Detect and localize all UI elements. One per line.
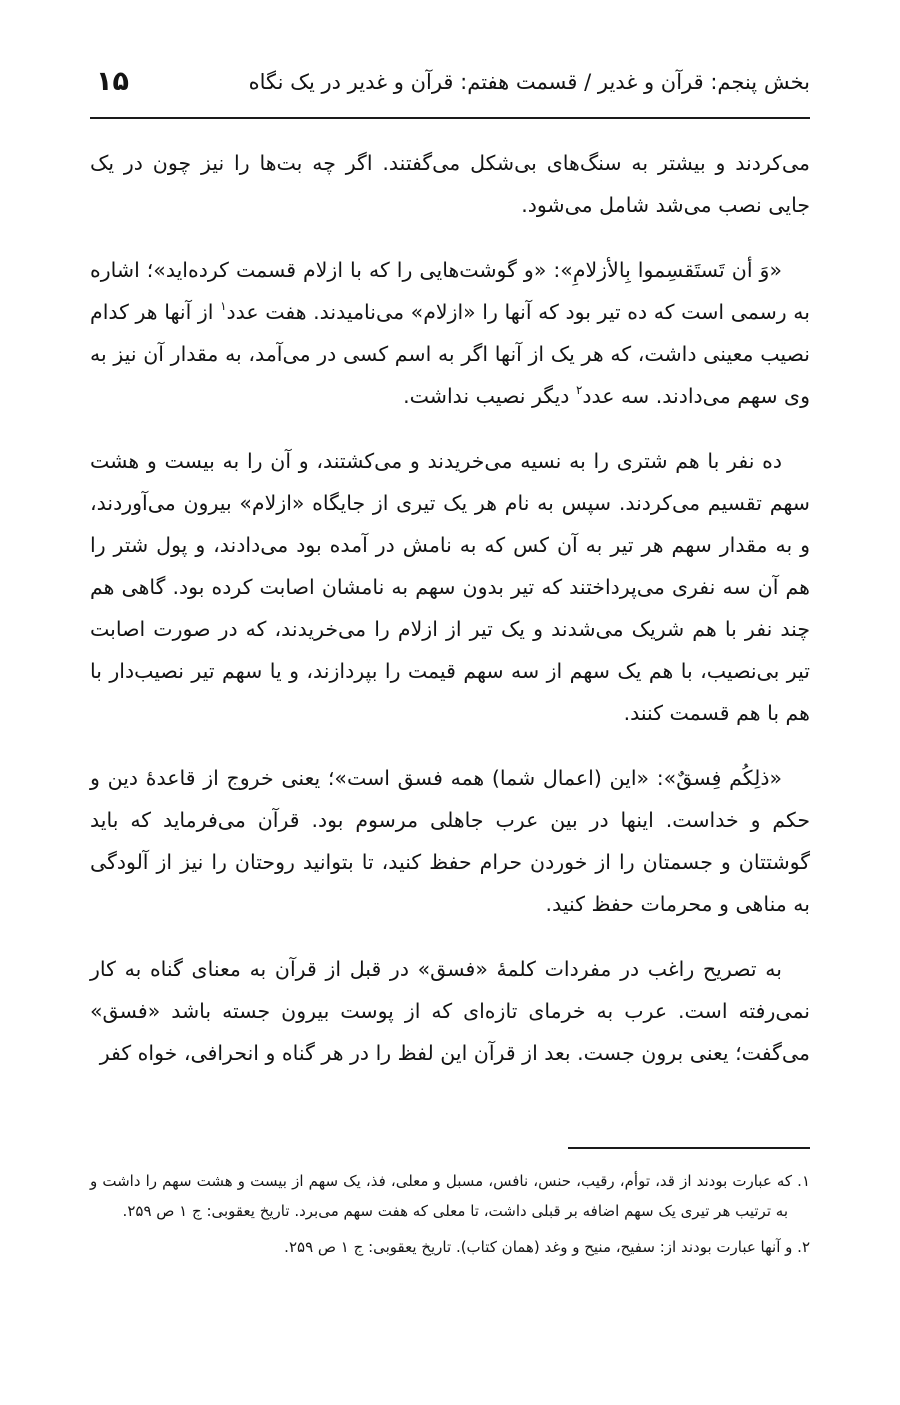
footnote-ref-2: ۲	[575, 383, 583, 397]
footnote-2: ۲. و آنها عبارت بودند از: سفیح، منیح و وغد (همان کتاب). تاریخ یعقوبی: ج ۱ ص ۲۵۹.	[284, 1238, 810, 1256]
page-number: ۱۵	[96, 66, 129, 97]
footnote-divider	[568, 1147, 810, 1149]
paragraph-5: به تصریح راغب در مفردات کلمهٔ «فسق» در قبل از قرآن به معنای گناه به کار نمی‌رفته است. عرب به خرمای تازه‌ای که از پوست بیرون جسته باشد «فسق» می‌گفت؛ یعنی برون جست. بعد از قرآن این لفظ را در هر گناه و انحرافی، خواه کفر	[90, 957, 810, 1065]
footnote-1: ۱. که عبارت بودند از قد، توأم، رقیب، حنس، نافس، مسبل و معلی، فذ، یک سهم از بیست و هشت سهم را داشت و به ترتیب هر تیری یک سهم اضافه بر قبلی داشت، تا معلی که هفت سهم می‌برد. تاریخ یعقوبی: ج ۱ ص ۲۵۹.	[90, 1172, 810, 1220]
paragraph-2	[90, 249, 810, 417]
paragraph-4: «ذلِکُم فِسقٌ»: «این (اعمال شما) همه فسق است»؛ یعنی خروج از قاعدهٔ دین و حکم و خداست. اینها در بین عرب جاهلی مرسوم بود. قرآن می‌فرماید که باید گوشتتان و جسمتان را از خوردن حرام حفظ کنید، تا بتوانید روحتان را نیز از آلودگی به مناهی و محرمات حفظ کنید.	[90, 766, 810, 916]
book-page	[90, 0, 810, 1405]
running-header	[90, 66, 810, 110]
main-text	[90, 142, 810, 1097]
header-divider	[90, 117, 810, 119]
header-title: بخش پنجم: قرآن و غدیر / قسمت هفتم: قرآن و غدیر در یک نگاه	[248, 70, 810, 94]
paragraph-2-part-1: «وَ أن تَستَقسِموا بِالأزلامِ»: «و گوشت‌هایی را که با ازلام قسمت کرده‌اید»؛ اشاره به رسمی است که ده تیر بود که آنها را «ازلام» می‌نامیدند. هفت عدد	[90, 258, 810, 324]
paragraph-2-part-3: دیگر نصیب نداشت.	[403, 384, 576, 408]
paragraph-3: ده نفر با هم شتری را به نسیه می‌خریدند و می‌کشتند، و آن را به بیست و هشت سهم تقسیم می‌کردند. سپس به نام هر یک تیری از جایگاه «ازلام» بیرون می‌آوردند، و به مقدار سهم هر تیر به آن کس که به نامش در آمده بود می‌دادند، و پول شتر را هم آن سه نفری می‌پرداختند که تیر بدون سهم به نامشان اصابت کرده بود. گاهی هم چند نفر با هم شریک می‌شدند و یک تیر از ازلام را می‌خریدند، که در صورت اصابت تیر بی‌نصیب، با هم یک سهم از سه سهم قیمت را بپردازند، و یا سهم تیر نصیب‌دار با هم با هم قسمت کنند.	[90, 449, 810, 725]
footnote-ref-1: ۱	[220, 299, 227, 313]
paragraph-2-part-2: از آنها هر کدام نصیب معینی داشت، که هر یک از آنها اگر به اسم کسی در می‌آمد، به مقدار آن نیز به وی سهم می‌دادند. سه عدد	[90, 300, 810, 408]
footnotes	[90, 1166, 810, 1268]
paragraph-1: می‌کردند و بیشتر به سنگ‌های بی‌شکل می‌گفتند. اگر چه بت‌ها را نیز چون در یک جایی نصب می‌شد شامل می‌شود.	[90, 151, 810, 217]
